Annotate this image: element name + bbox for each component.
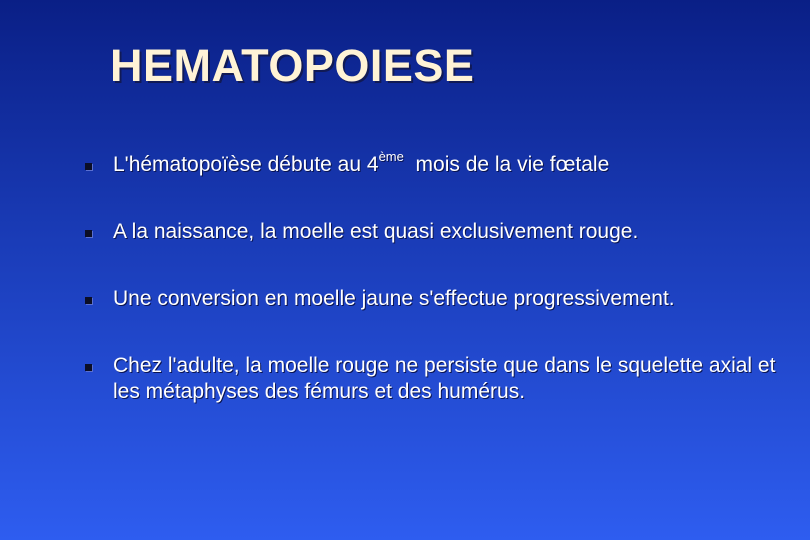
bullet-text-part: L'hématopoïèse débute au 4: [113, 153, 379, 176]
ordinal-superscript: ème: [378, 149, 404, 164]
bullet-text: Une conversion en moelle jaune s'effectue progressivement.: [113, 287, 675, 310]
bullet-item: [82, 149, 797, 178]
bullet-text: Chez l'adulte, la moelle rouge ne persiste que dans le squelette axial et les métaphyses des fémurs et des humérus.: [113, 354, 776, 403]
square-bullet-icon: [85, 297, 92, 304]
bullet-item: [82, 286, 797, 312]
bullet-text: A la naissance, la moelle est quasi exclusivement rouge.: [113, 220, 639, 243]
bullet-text-part: mois de la vie fœtale: [403, 153, 610, 176]
bullet-list: [82, 149, 797, 405]
bullet-item: [82, 353, 797, 405]
bullet-item: [82, 219, 797, 245]
bullet-text: [113, 149, 610, 176]
square-bullet-icon: [85, 364, 92, 371]
square-bullet-icon: [85, 230, 92, 237]
slide-title: HEMATOPOIESE: [110, 40, 475, 91]
square-bullet-icon: [85, 163, 92, 170]
